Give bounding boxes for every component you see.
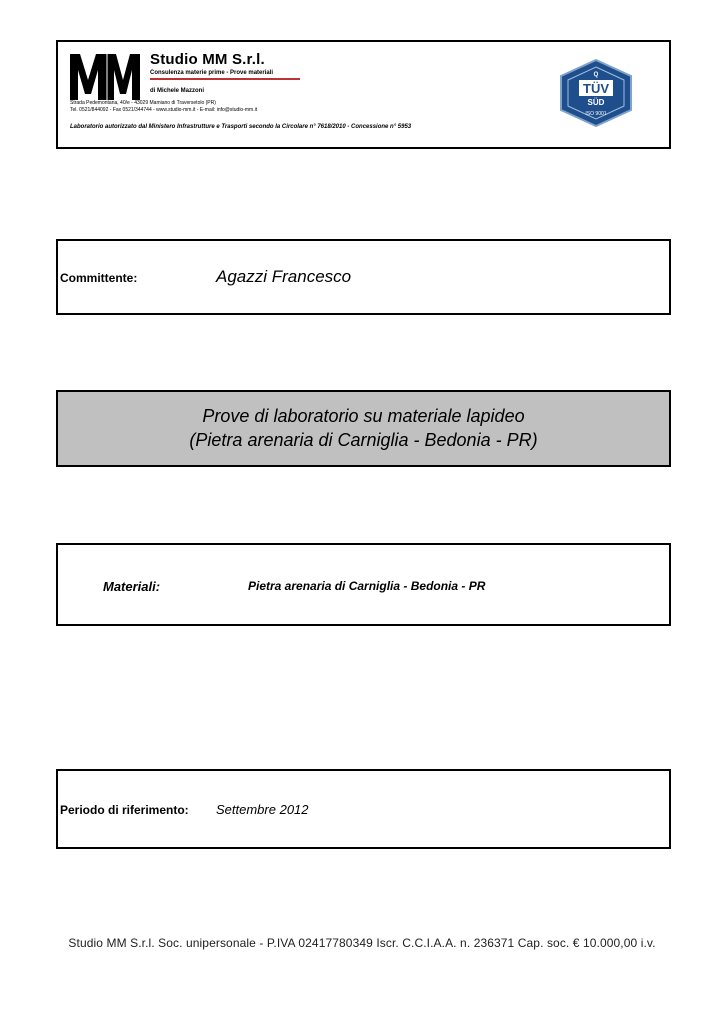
address-line-2: Tel. 0521/844092 - Fax 0521/344744 - www.studio-mm.it - E-mail: info@studio-mm.it <box>70 107 258 113</box>
company-subtitle: Consulenza materie prime - Prove materiali <box>150 70 274 76</box>
company-address <box>70 100 257 114</box>
company-name: Studio MM S.r.l. <box>150 51 265 68</box>
badge-standard: ISO 9001 <box>585 111 607 117</box>
title-line-1: Prove di laboratorio su materiale lapideo <box>202 406 525 426</box>
materials-label: Materiali: <box>103 579 161 594</box>
company-logo <box>70 54 140 100</box>
address-line-1: Strada Pedemontana, 40/e - 43029 Mamiano di Traversetolo (PR) <box>70 100 216 106</box>
title-line-2: (Pietra arenaria di Carniglia - Bedonia - PR) <box>189 430 538 450</box>
materials-value: Pietra arenaria di Carniglia - Bedonia - PR <box>248 579 486 593</box>
company-owner: di Michele Mazzoni <box>150 88 205 94</box>
tuv-certification-badge <box>555 58 637 128</box>
badge-brand: TÜV <box>583 81 609 96</box>
materials-section <box>56 543 671 626</box>
client-name: Agazzi Francesco <box>216 267 352 286</box>
badge-sub-brand: SÜD <box>587 98 605 107</box>
legal-footer: Studio MM S.r.l. Soc. unipersonale - P.IVA 02417780349 Iscr. C.C.I.A.A. n. 236371 Cap. soc. € 10.000,00 i.v. <box>68 936 656 950</box>
company-header <box>56 40 671 149</box>
period-value: Settembre 2012 <box>216 802 309 817</box>
client-label: Committente: <box>60 271 138 285</box>
badge-top-mark: Q <box>593 72 599 78</box>
company-divider <box>150 78 300 80</box>
period-section <box>56 769 671 849</box>
document-title <box>56 390 671 467</box>
client-section <box>56 239 671 315</box>
period-label: Periodo di riferimento: <box>60 803 189 817</box>
authorization-note: Laboratorio autorizzato dal Ministero Infrastrutture e Trasporti secondo la Circolare n° 7618/2010 - Concessione n° 5953 <box>70 124 412 130</box>
